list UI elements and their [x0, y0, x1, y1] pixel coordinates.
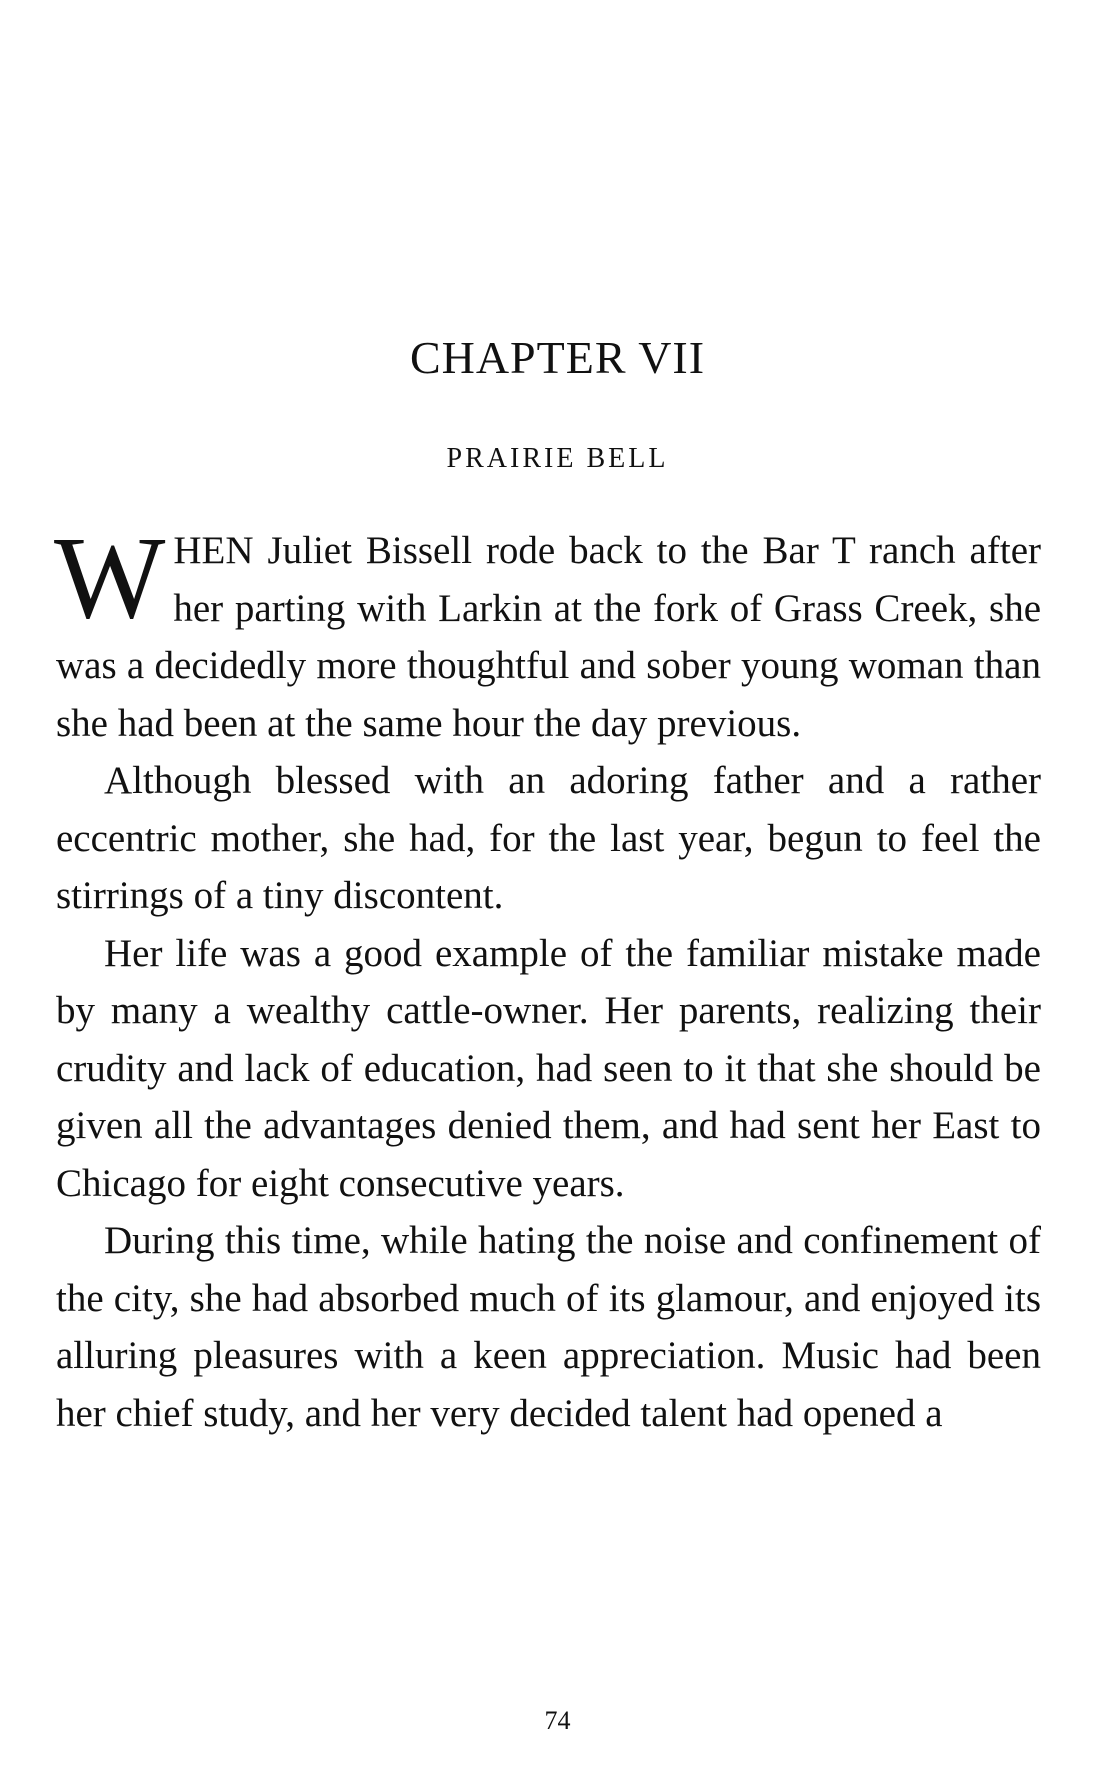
paragraph-1-text: HEN Juliet Bissell rode back to the Bar T ranch after her parting with Larkin at the fork of Grass Creek, she was a decidedly more thoughtful and sober young woman than she had been at the same hour the day previous.: [56, 529, 1041, 745]
page-number: 74: [544, 1706, 571, 1735]
body-text: [54, 512, 1041, 1442]
chapter-subtitle: PRAIRIE BELL: [446, 443, 669, 474]
drop-cap: W: [54, 512, 166, 643]
paragraph-3: Her life was a good example of the familiar mistake made by many a wealthy cattle-owner. Her parents, realizing their crudity and lack of education, had seen to it that she should be given all the advantages denied them, and had sent her East to Chicago for eight consecutive years.: [56, 931, 1041, 1205]
paragraph-2: Although blessed with an adoring father and a rather eccentric mother, she had, for the last year, begun to feel the stirrings of a tiny discontent.: [56, 759, 1041, 917]
chapter-title: CHAPTER VII: [409, 332, 706, 383]
paragraph-4: During this time, while hating the noise and confinement of the city, she had absorbed much of its glamour, and enjoyed its alluring pleasures with a keen appreciation. Music had been her chief study, and her very decided talent had opened a: [56, 1219, 1041, 1435]
paragraph-1: [54, 512, 1041, 752]
